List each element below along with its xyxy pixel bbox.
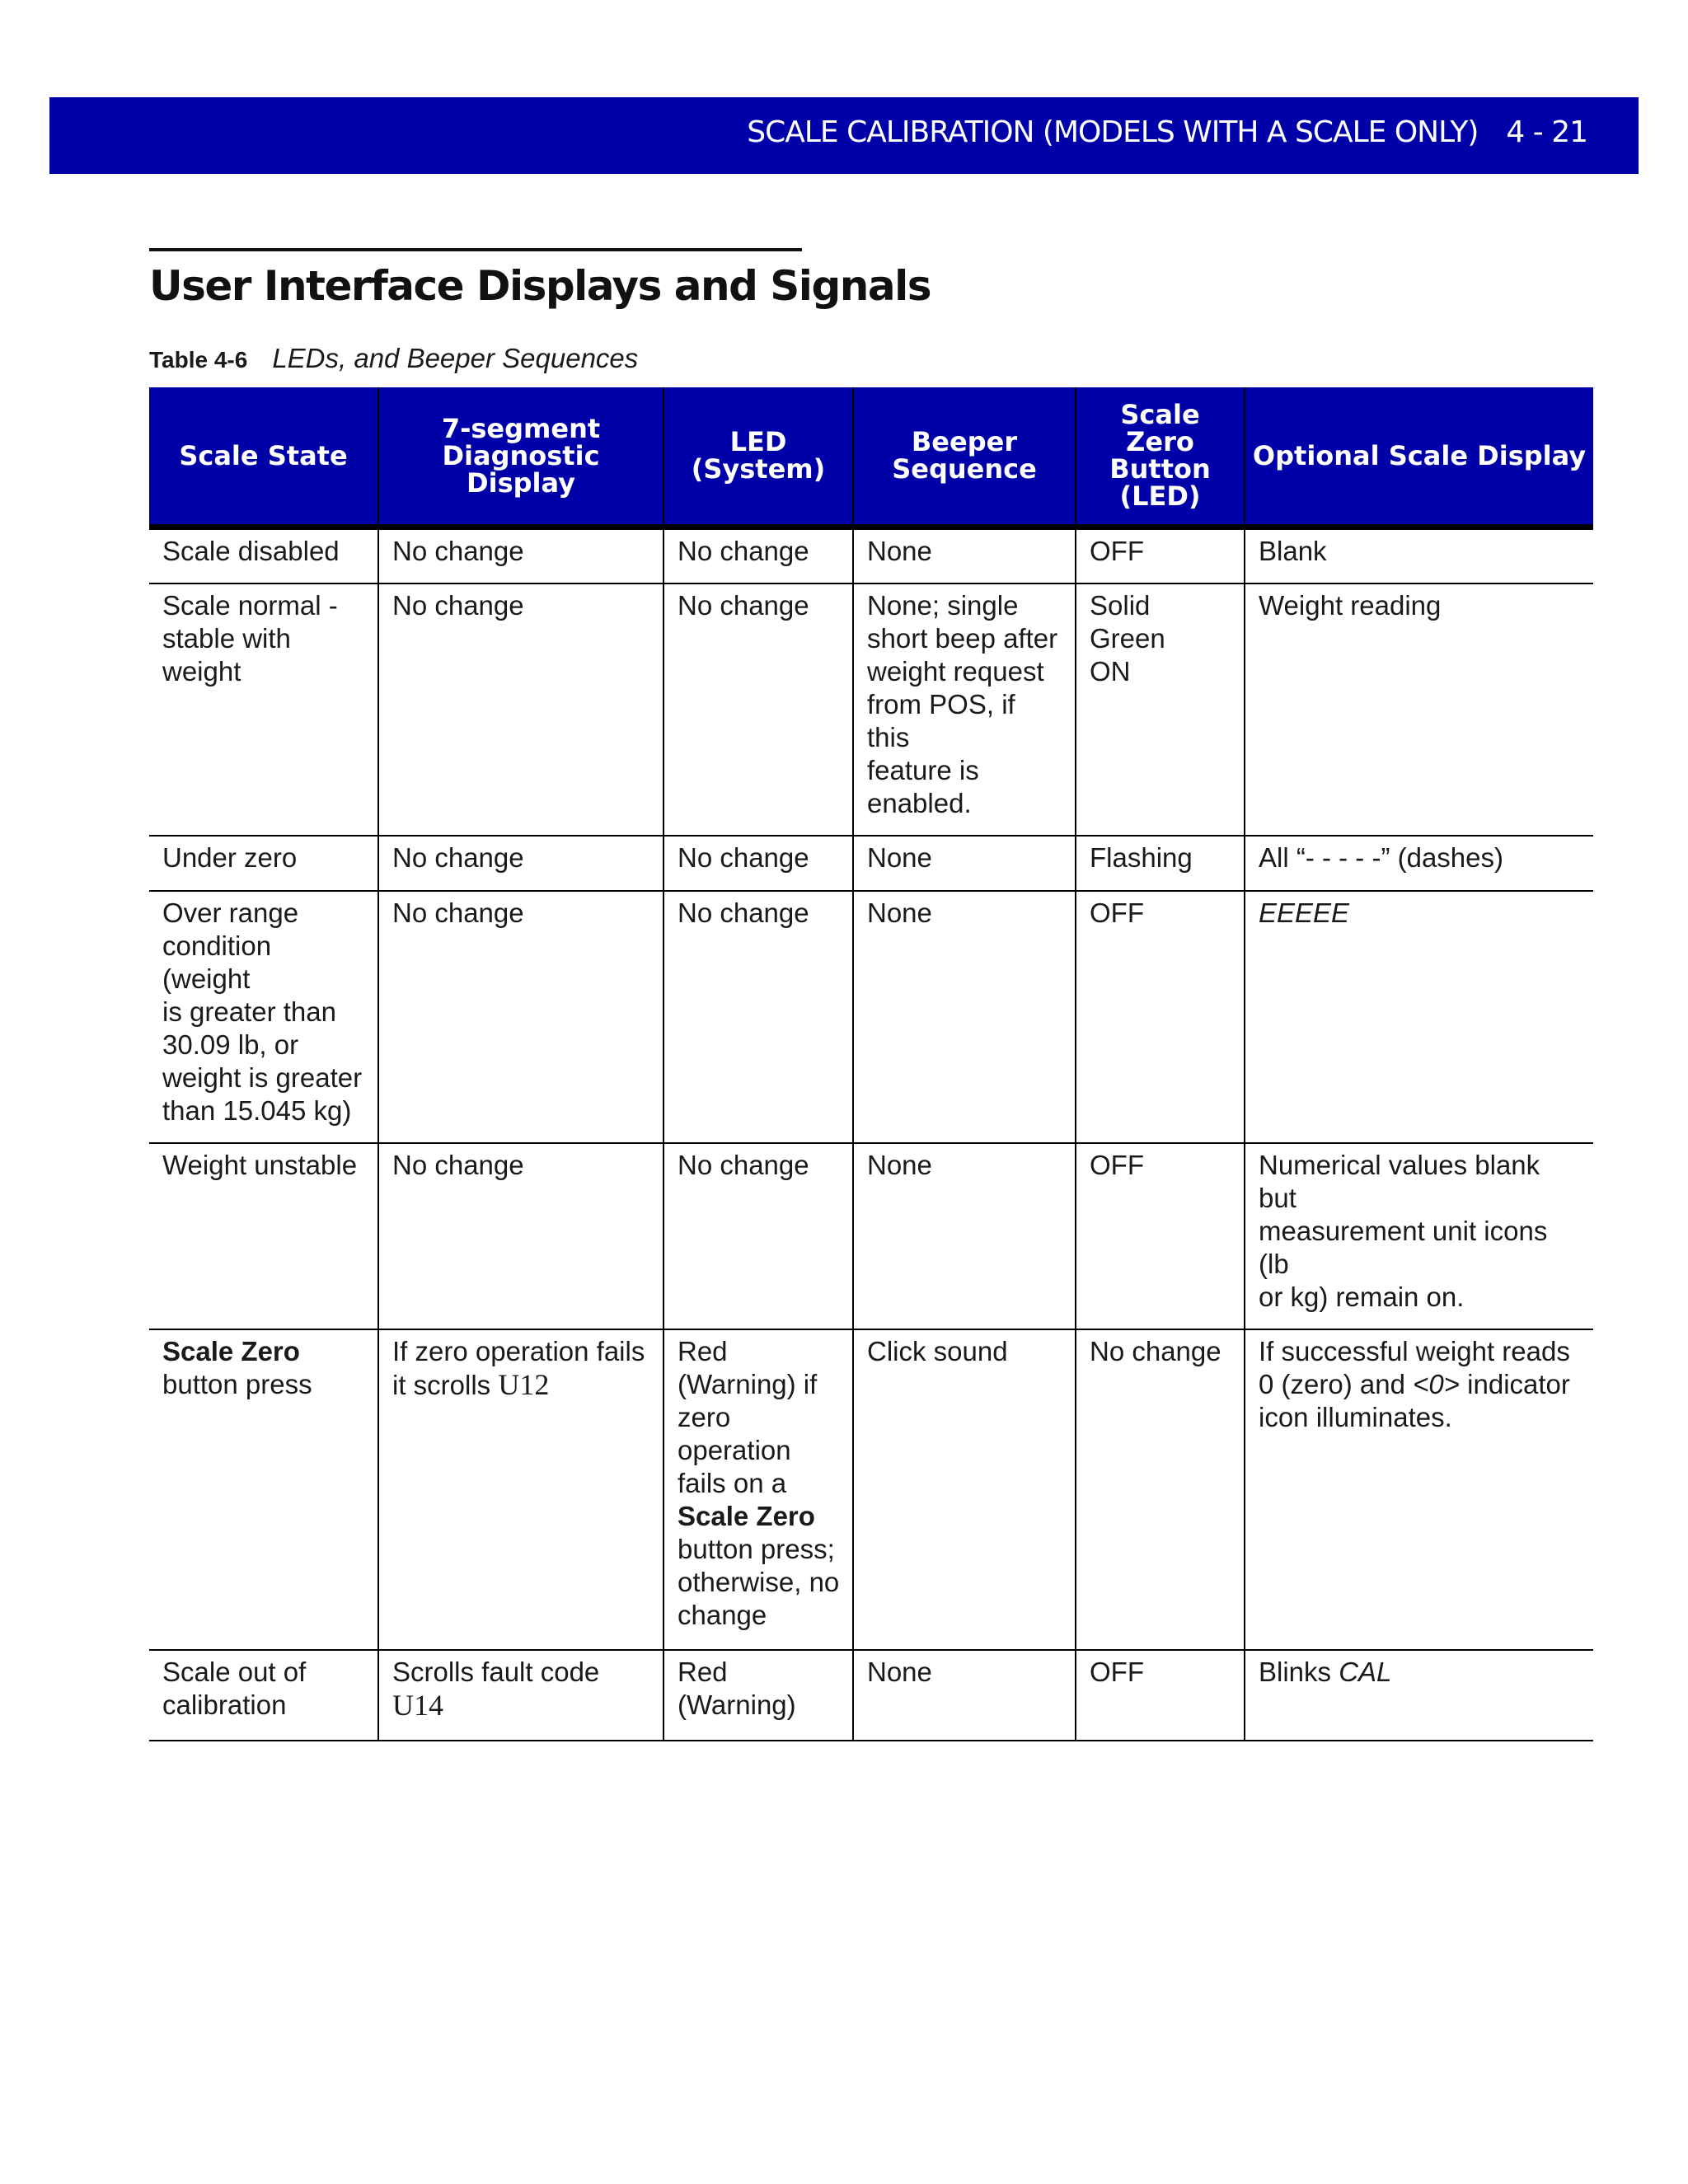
cell-scale-zero-led: OFF bbox=[1076, 1650, 1245, 1741]
cell-scale-state: Scale normal - stable with weight bbox=[149, 583, 378, 836]
cell-scale-state: Weight unstable bbox=[149, 1143, 378, 1329]
table-row bbox=[149, 583, 1593, 836]
cell-diagnostic-display: No change bbox=[378, 527, 663, 584]
cell-optional-display: If successful weight reads 0 (zero) and <0> indicator icon illuminates. bbox=[1245, 1329, 1593, 1650]
running-header bbox=[747, 115, 1587, 149]
cell-scale-zero-led: OFF bbox=[1076, 891, 1245, 1143]
cell-beeper-sequence: None bbox=[853, 836, 1076, 891]
cell-optional-display: All “- - - - -” (dashes) bbox=[1245, 836, 1593, 891]
cell-led-system: No change bbox=[663, 583, 853, 836]
cell-led-system: Red (Warning) if zero operation fails on a Scale Zero button press; otherwise, no change bbox=[663, 1329, 853, 1650]
table-row bbox=[149, 836, 1593, 891]
section-title: User Interface Displays and Signals bbox=[149, 262, 931, 310]
cell-scale-state: Scale Zero button press bbox=[149, 1329, 378, 1650]
cell-optional-display: Numerical values blank but measurement unit icons (lb or kg) remain on. bbox=[1245, 1143, 1593, 1329]
table-header-row bbox=[149, 387, 1593, 527]
cell-scale-zero-led: No change bbox=[1076, 1329, 1245, 1650]
col-header-optional-scale-display: Optional Scale Display bbox=[1245, 387, 1593, 527]
page-number: 4 - 21 bbox=[1506, 115, 1587, 149]
cell-diagnostic-display: No change bbox=[378, 836, 663, 891]
table-row bbox=[149, 1650, 1593, 1741]
running-header-bar bbox=[49, 97, 1639, 174]
cell-diagnostic-display: Scrolls fault code U14 bbox=[378, 1650, 663, 1741]
signals-table bbox=[149, 387, 1593, 1741]
cell-beeper-sequence: None bbox=[853, 891, 1076, 1143]
cell-scale-state: Under zero bbox=[149, 836, 378, 891]
cell-diagnostic-display: No change bbox=[378, 891, 663, 1143]
col-header-scale-state: Scale State bbox=[149, 387, 378, 527]
col-header-beeper-sequence: Beeper Sequence bbox=[853, 387, 1076, 527]
table-title: LEDs, and Beeper Sequences bbox=[272, 343, 639, 373]
table-row bbox=[149, 1329, 1593, 1650]
col-header-led-system: LED (System) bbox=[663, 387, 853, 527]
cell-scale-state: Over range condition (weight is greater than 30.09 lb, or weight is greater than 15.045 kg) bbox=[149, 891, 378, 1143]
cell-beeper-sequence: Click sound bbox=[853, 1329, 1076, 1650]
cell-led-system: No change bbox=[663, 527, 853, 584]
table-row bbox=[149, 1143, 1593, 1329]
running-header-section: SCALE CALIBRATION (MODELS WITH A SCALE ONLY) bbox=[747, 115, 1479, 149]
cell-diagnostic-display: No change bbox=[378, 1143, 663, 1329]
cell-scale-zero-led: Flashing bbox=[1076, 836, 1245, 891]
table-caption bbox=[149, 343, 638, 374]
table-row bbox=[149, 527, 1593, 584]
cell-scale-zero-led: OFF bbox=[1076, 527, 1245, 584]
cell-optional-display: EEEEE bbox=[1245, 891, 1593, 1143]
section-rule bbox=[149, 248, 802, 251]
cell-scale-state: Scale out of calibration bbox=[149, 1650, 378, 1741]
cell-scale-zero-led: Solid Green ON bbox=[1076, 583, 1245, 836]
cell-beeper-sequence: None bbox=[853, 527, 1076, 584]
cell-scale-state: Scale disabled bbox=[149, 527, 378, 584]
cell-beeper-sequence: None bbox=[853, 1650, 1076, 1741]
cell-led-system: No change bbox=[663, 1143, 853, 1329]
cell-beeper-sequence: None bbox=[853, 1143, 1076, 1329]
cell-led-system: No change bbox=[663, 891, 853, 1143]
cell-scale-zero-led: OFF bbox=[1076, 1143, 1245, 1329]
col-header-scale-zero-led: Scale Zero Button (LED) bbox=[1076, 387, 1245, 527]
cell-optional-display: Weight reading bbox=[1245, 583, 1593, 836]
cell-optional-display: Blank bbox=[1245, 527, 1593, 584]
table-row bbox=[149, 891, 1593, 1143]
cell-diagnostic-display: No change bbox=[378, 583, 663, 836]
cell-led-system: No change bbox=[663, 836, 853, 891]
cell-beeper-sequence: None; single short beep after weight request from POS, if this feature is enabled. bbox=[853, 583, 1076, 836]
table-number: Table 4-6 bbox=[149, 347, 248, 373]
cell-diagnostic-display: If zero operation fails it scrolls U12 bbox=[378, 1329, 663, 1650]
col-header-diagnostic-display: 7-segment Diagnostic Display bbox=[378, 387, 663, 527]
cell-optional-display: Blinks CAL bbox=[1245, 1650, 1593, 1741]
cell-led-system: Red (Warning) bbox=[663, 1650, 853, 1741]
